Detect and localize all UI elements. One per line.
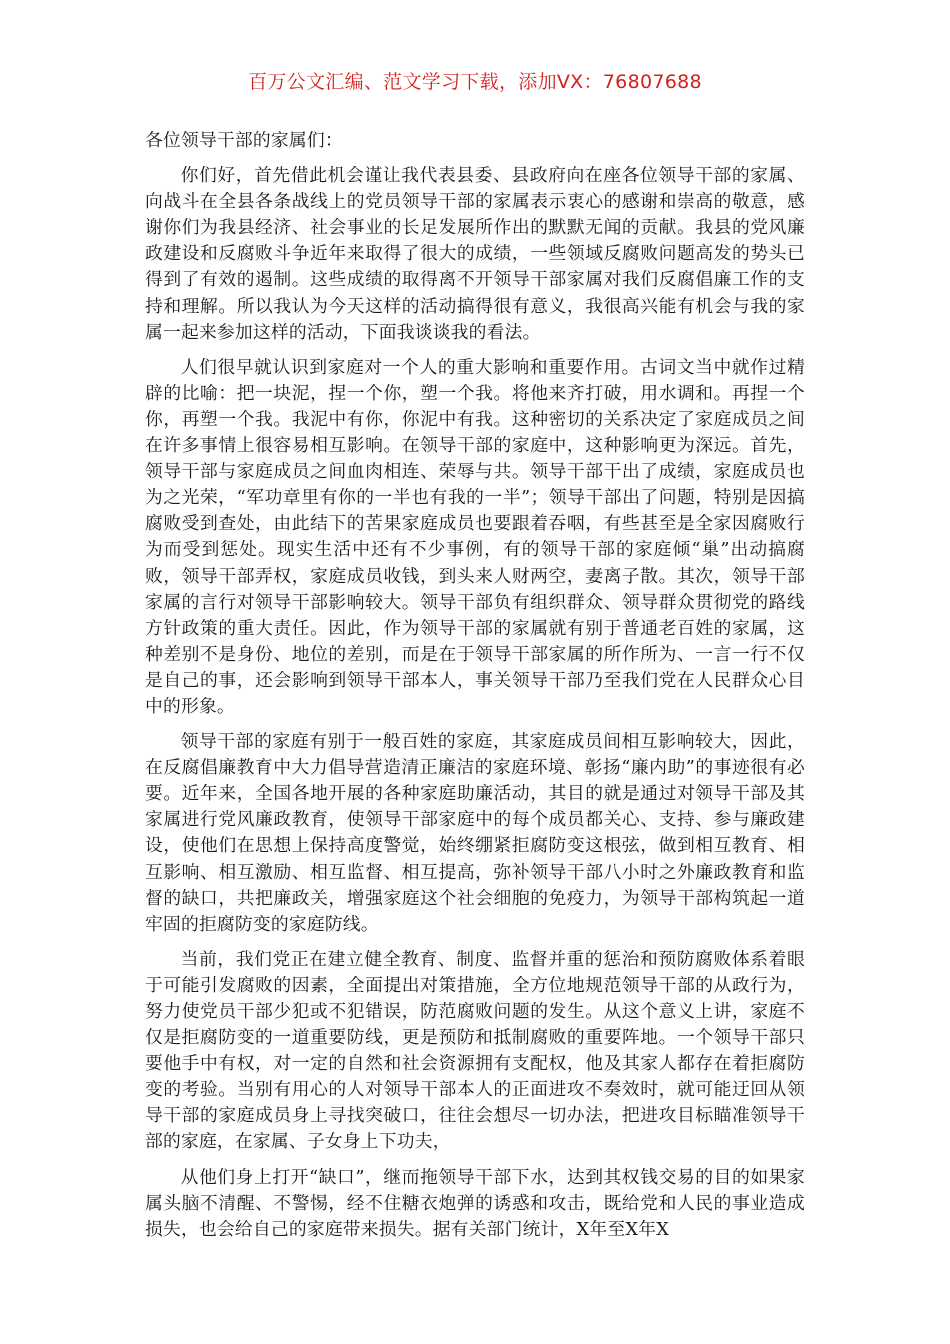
- paragraph-4: 当前，我们党正在建立健全教育、制度、监督并重的惩治和预防腐败体系着眼于可能引发腐败的因素，全面提出对策措施，全方位地规范领导干部的从政行为，努力使党员干部少犯或不犯错误，防范腐败问题的发生。从这个意义上讲，家庭不仅是拒腐防变的一道重要防线，更是预防和抵制腐败的重要阵地。一个领导干部只要他手中有权，对一定的自然和社会资源拥有支配权，他及其家人都存在着拒腐防变的考验。当别有用心的人对领导干部本人的正面进攻不奏效时，就可能迂回从领导干部的家庭成员身上寻找突破口，往往会想尽一切办法，把进攻目标瞄准领导干部的家庭，在家属、子女身上下功夫，: [145, 948, 805, 1153]
- promo-banner: 百万公文汇编、范文学习下载，添加VX：76807688: [248, 71, 702, 93]
- paragraph-1: 你们好，首先借此机会谨让我代表县委、县政府向在座各位领导干部的家属、向战斗在全县各条战线上的党员领导干部的家属表示衷心的感谢和崇高的敬意，感谢你们为我县经济、社会事业的长足发展所作出的默默无闻的贡献。我县的党风廉政建设和反腐败斗争近年来取得了很大的成绩，一些领域反腐败问题高发的势头已得到了有效的遏制。这些成绩的取得离不开领导干部家属对我们反腐倡廉工作的支持和理解。所以我认为今天这样的活动搞得很有意义，我很高兴能有机会与我的家属一起来参加这样的活动，下面我谈谈我的看法。: [145, 165, 805, 343]
- paragraph-2: 人们很早就认识到家庭对一个人的重大影响和重要作用。古词文当中就作过精辟的比喻：把一块泥，捏一个你，塑一个我。将他来齐打破，用水调和。再捏一个你，再塑一个我。我泥中有你，你泥中有我。这种密切的关系决定了家庭成员之间在许多事情上很容易相互影响。在领导干部的家庭中，这种影响更为深远。首先，领导干部与家庭成员之间血肉相连、荣辱与共。领导干部干出了成绩，家庭成员也为之光荣，“军功章里有你的一半也有我的一半”；领导干部出了问题，特别是因搞腐败受到查处，由此结下的苦果家庭成员也要跟着吞咽，有些甚至是全家因腐败行为而受到惩处。现实生活中还有不少事例，有的领导干部的家庭倾“巢”出动搞腐败，领导干部弄权，家庭成员收钱，到头来人财两空，妻离子散。其次，领导干部家属的言行对领导干部影响较大。领导干部负有组织群众、领导群众贯彻党的路线方针政策的重大责任。因此，作为领导干部的家属就有别于普通老百姓的家属，这种差别不是身份、地位的差别，而是在于领导干部家属的所作所为、一言一行不仅是自己的事，还会影响到领导干部本人，事关领导干部乃至我们党在人民群众心目中的形象。: [145, 356, 805, 717]
- document-body: [145, 128, 805, 1252]
- paragraph-5: 从他们身上打开“缺口”，继而拖领导干部下水，达到其权钱交易的目的如果家属头脑不清醒、不警惕，经不住糖衣炮弹的诱惑和攻击，既给党和人民的事业造成损失，也会给自己的家庭带来损失。据有关部门统计，X年至X年X: [145, 1166, 805, 1240]
- salutation: 各位领导干部的家属们：: [145, 130, 343, 151]
- paragraph-3: 领导干部的家庭有别于一般百姓的家庭，其家庭成员间相互影响较大，因此，在反腐倡廉教育中大力倡导营造清正廉洁的家庭环境、彰扬“廉内助”的事迹很有必要。近年来，全国各地开展的各种家庭助廉活动，其目的就是通过对领导干部及其家属进行党风廉政教育，使领导干部家庭中的每个成员都关心、支持、参与廉政建设，使他们在思想上保持高度警觉，始终绷紧拒腐防变这根弦，做到相互教育、相互影响、相互激励、相互监督、相互提高，弥补领导干部八小时之外廉政教育和监督的缺口，共把廉政关，增强家庭这个社会细胞的免疫力，为领导干部构筑起一道牢固的拒腐防变的家庭防线。: [145, 731, 805, 935]
